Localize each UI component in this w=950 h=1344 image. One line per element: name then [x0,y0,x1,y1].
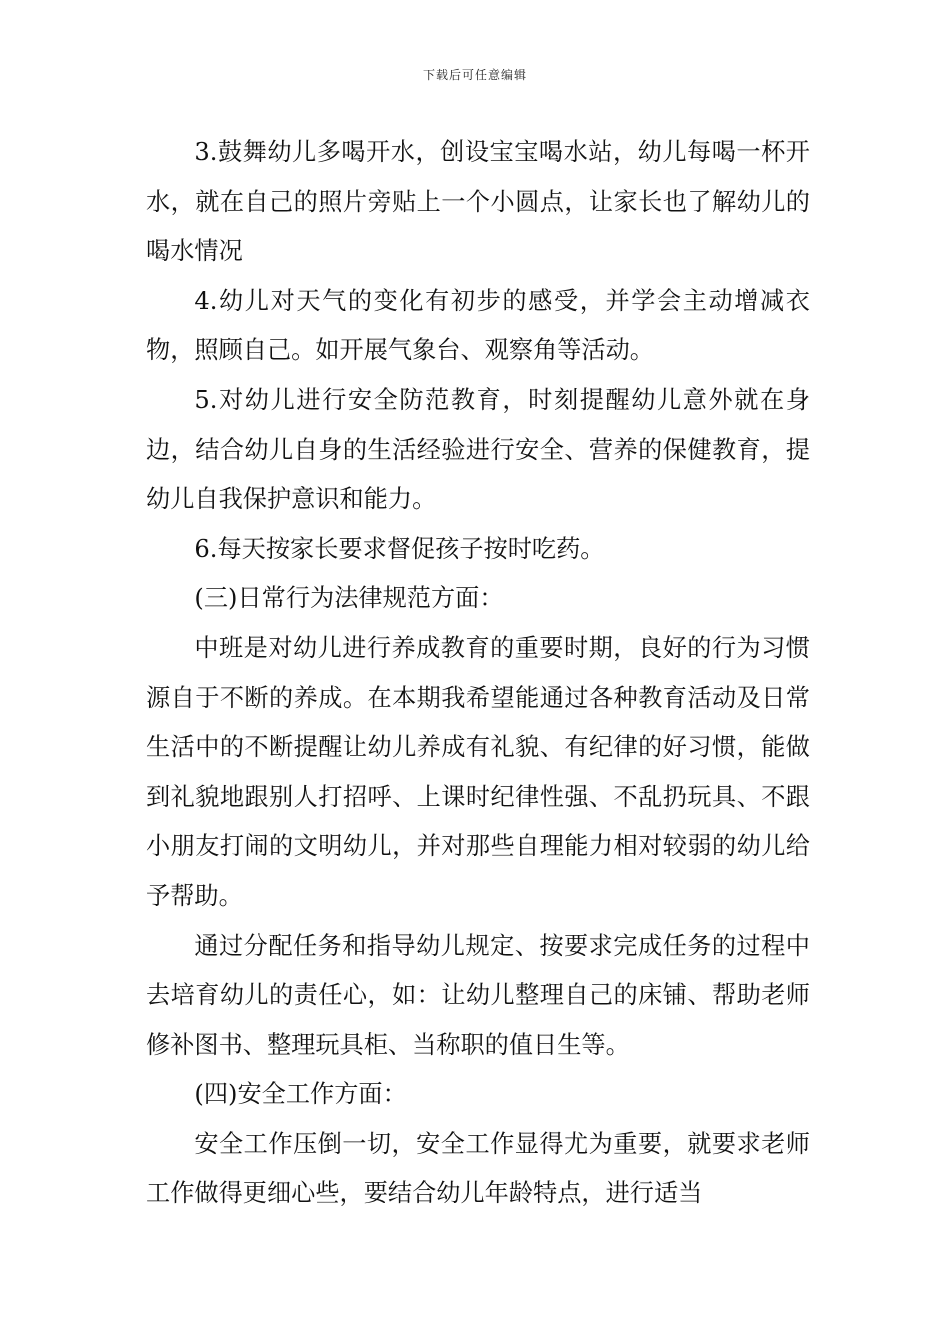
paragraph-responsibility: 通过分配任务和指导幼儿规定、按要求完成任务的过程中去培育幼儿的责任心，如：让幼儿整理自己的床铺、帮助老师修补图书、整理玩具柜、当称职的值日生等。 [146,931,810,1059]
section-heading-daily-behavior: (三)日常行为法律规范方面： [194,584,504,613]
page-header: 下载后可任意编辑 [422,68,527,82]
paragraph-item-4: 4.幼儿对天气的变化有初步的感受，并学会主动增减衣物，照顾自己。如开展气象台、观察角等活动。 [146,286,810,365]
paragraph-item-3: 3.鼓舞幼儿多喝开水，创设宝宝喝水站，幼儿每喝一杯开水，就在自己的照片旁贴上一个小圆点，让家长也了解幼儿的喝水情况 [146,138,810,266]
document-body [146,128,810,1219]
section-heading-safety: (四)安全工作方面： [194,1080,407,1109]
paragraph-item-5: 5.对幼儿进行安全防范教育，时刻提醒幼儿意外就在身边，结合幼儿自身的生活经验进行安全、营养的保健教育，提幼儿自我保护意识和能力。 [146,385,810,514]
paragraph-daily-behavior: 中班是对幼儿进行养成教育的重要时期，良好的行为习惯源自于不断的养成。在本期我希望能通过各种教育活动及日常生活中的不断提醒让幼儿养成有礼貌、有纪律的好习惯，能做到礼貌地跟别人打招呼、上课时纪律性强、不乱扔玩具、不跟小朋友打闹的文明幼儿，并对那些自理能力相对较弱的幼儿给予帮助。 [146,633,810,910]
paragraph-item-6: 6.每天按家长要求督促孩子按时吃药。 [194,534,605,563]
paragraph-safety: 安全工作压倒一切，安全工作显得尤为重要，就要求老师工作做得更细心些，要结合幼儿年龄特点，进行适当 [146,1129,810,1208]
